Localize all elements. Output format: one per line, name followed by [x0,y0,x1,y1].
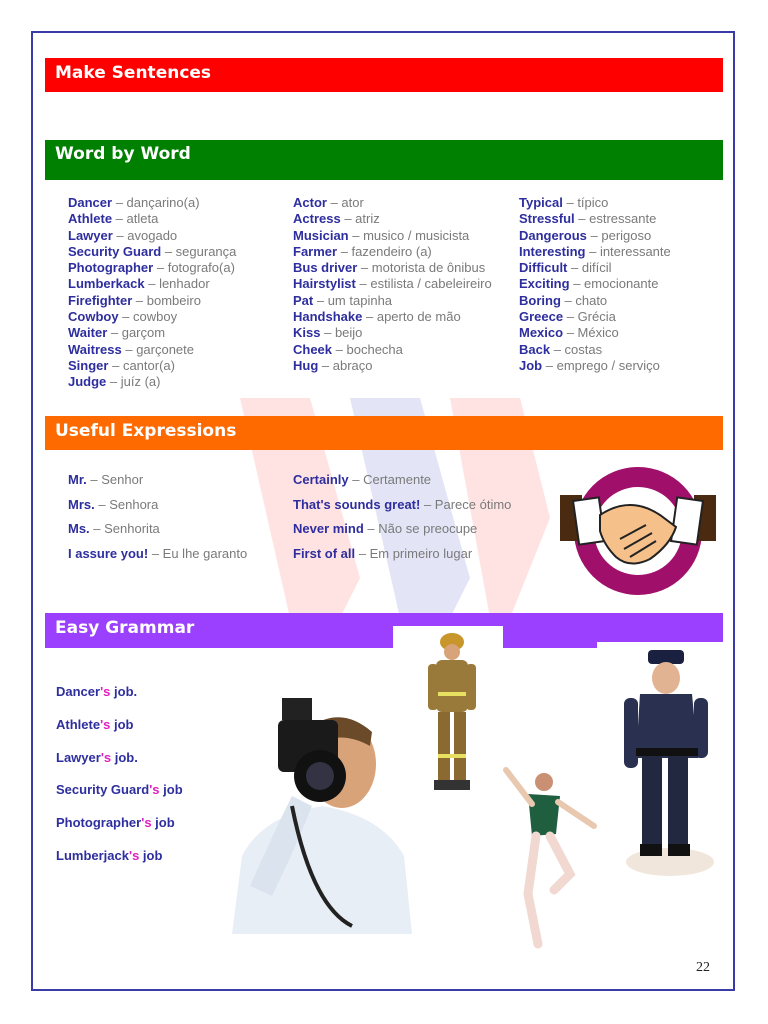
grammar-item [56,709,183,742]
vocab-term: Exciting [519,276,570,292]
vocab-dash: – [318,357,333,373]
vocab-translation: Senhor [101,472,144,487]
vocab-item [68,309,236,325]
vocab-term: That's sounds great! [293,496,421,512]
vocab-translation: ator [341,195,364,210]
vocab-translation: avogado [127,227,178,243]
vocab-translation: bombeiro [146,292,201,308]
vocab-dash: – [106,374,121,390]
vocab-term: Never mind [293,521,364,536]
vocab-translation: dançarino(a) [126,195,200,210]
vocab-dash: – [161,243,176,259]
grammar-possessive: 's [141,815,152,831]
vocab-translation: atleta [126,211,159,227]
vocab-item [68,293,236,309]
vocab-term: Ms. [68,521,90,536]
vocab-translation: chato [575,292,608,308]
vocab-translation: segurança [175,243,237,259]
grammar-rest: job [139,847,163,863]
vocab-dash: – [569,276,585,292]
vocab-item [293,228,492,244]
vocab-term: Difficult [519,260,568,276]
grammar-possessive: 's [100,749,112,765]
vocab-dash: – [132,292,147,308]
vocab-translation: Parece ótimo [434,496,512,512]
vocab-term: Hug [293,357,319,373]
vocab-term: Greece [519,309,564,325]
vocab-term: Handshake [293,309,363,325]
vocab-term: I assure you! [68,545,149,561]
grammar-noun: Athlete [56,716,101,732]
vocab-translation: interessante [599,243,671,259]
easy-grammar-header: Easy Grammar [45,613,723,648]
firefighter-photo [414,630,486,798]
vocab-term: Farmer [293,243,338,259]
vocab-term: Athlete [68,211,113,227]
vocab-dash: – [562,195,578,210]
vocab-term: Judge [68,374,107,390]
vocab-dash: – [112,211,127,227]
vocab-term: Pat [293,292,314,308]
vocab-dash: – [112,195,127,210]
grammar-rest: job [159,782,183,798]
vocab-dash: – [560,292,576,308]
vocab-item [519,325,671,341]
vocab-translation: cantor(a) [122,357,175,373]
vocab-item [293,195,492,211]
police-officer-photo [612,648,722,888]
grammar-possessive: 's [149,782,160,798]
vocab-column-2 [293,195,492,374]
vocab-translation: difícil [581,260,612,276]
vocab-translation: México [577,325,619,341]
vocab-translation: típico [577,195,609,210]
vocab-translation: abraço [332,357,373,373]
grammar-noun: Lawyer [56,749,101,765]
vocab-item [68,276,236,292]
vocab-dash: – [326,195,342,210]
vocab-dash: – [94,496,110,512]
vocab-item [293,468,511,493]
handshake-icon [560,465,716,597]
vocab-item [293,276,492,292]
vocab-translation: lenhador [159,276,210,292]
vocab-item [68,244,236,260]
vocab-term: Waiter [68,325,108,341]
ballet-dancer-photo [498,764,600,954]
vocab-term: Stressful [519,211,575,227]
vocab-term: Dangerous [519,227,587,243]
vocab-dash: – [337,243,352,259]
vocab-translation: emprego / serviço [556,357,660,373]
vocab-term: Kiss [293,325,321,341]
grammar-rest: job. [111,749,138,765]
vocab-term: Typical [519,195,563,210]
vocab-item [519,244,671,260]
vocab-item [293,325,492,341]
expressions-column-1 [68,468,247,566]
vocab-item [519,293,671,309]
grammar-rest: job [110,716,134,732]
grammar-noun: Dancer [56,684,101,699]
vocab-translation: bochecha [346,341,403,357]
vocab-item [68,468,247,493]
grammar-list [56,676,183,873]
vocab-term: Mr. [68,472,87,487]
vocab-translation: perigoso [601,227,652,243]
vocab-item [293,493,511,518]
vocab-dash: – [574,211,590,227]
vocab-dash: – [118,309,134,325]
vocab-item [519,228,671,244]
vocab-translation: juíz (a) [120,374,161,390]
make-sentences-header: Make Sentences [45,58,723,92]
vocab-item [519,342,671,358]
vocab-dash: – [362,309,377,325]
vocab-item [293,542,511,567]
vocab-translation: um tapinha [327,292,393,308]
vocab-item [68,517,247,542]
vocab-item [293,211,492,227]
vocab-translation: costas [564,341,603,357]
vocab-translation: musico / musicista [363,227,470,243]
grammar-item [56,807,183,840]
vocab-item [519,276,671,292]
vocab-item [519,195,671,211]
vocab-dash: – [121,341,137,357]
vocab-column-3 [519,195,671,374]
grammar-rest: job. [110,684,138,699]
vocab-term: First of all [293,545,356,561]
vocab-dash: – [355,545,370,561]
vocab-translation: motorista de ônibus [371,260,486,276]
vocab-translation: atriz [355,211,380,227]
vocab-item [68,325,236,341]
vocab-translation: Não se preocupe [378,521,478,536]
vocab-dash: – [108,357,123,373]
vocab-dash: – [332,341,347,357]
vocab-dash: – [313,292,328,308]
vocab-dash: – [148,545,163,561]
vocab-item [68,374,236,390]
vocab-translation: Certamente [363,472,432,487]
vocab-dash: – [550,341,565,357]
vocab-translation: fazendeiro (a) [351,243,432,259]
vocab-term: Security Guard [68,243,162,259]
vocab-item [68,260,236,276]
vocab-item [68,542,247,567]
vocab-translation: beijo [334,325,363,341]
vocab-dash: – [586,227,602,243]
vocab-term: Mexico [519,325,564,341]
vocab-term: Dancer [68,195,113,210]
vocab-item [293,517,511,542]
vocab-item [68,195,236,211]
vocab-dash: – [567,260,582,276]
vocab-term: Job [519,357,543,373]
vocab-item [68,493,247,518]
vocab-dash: – [357,260,372,276]
vocab-item [519,211,671,227]
vocab-dash: – [348,227,364,243]
vocab-translation: emocionante [584,276,659,292]
vocab-dash: – [89,521,105,536]
vocab-dash: – [585,243,600,259]
grammar-noun: Lumberjack [56,847,129,863]
vocab-dash: – [107,325,122,341]
vocab-term: Singer [68,357,109,373]
vocab-term: Boring [519,292,561,308]
vocab-translation: Senhora [109,496,159,512]
vocab-term: Lawyer [68,227,113,243]
grammar-possessive: 's [128,847,140,863]
vocab-dash: – [542,357,557,373]
vocab-term: Hairstylist [293,276,356,292]
vocab-item [293,358,492,374]
vocab-term: Lumberkack [68,276,145,292]
grammar-item [56,840,183,873]
vocab-translation: garçonete [136,341,195,357]
vocab-dash: – [153,260,168,276]
vocab-translation: Eu lhe garanto [162,545,248,561]
vocab-dash: – [563,325,578,341]
vocab-item [519,358,671,374]
vocab-translation: fotografo(a) [167,260,235,276]
vocab-term: Bus driver [293,260,358,276]
vocab-item [68,228,236,244]
grammar-possessive: 's [100,684,111,699]
vocab-translation: estilista / cabeleireiro [370,276,492,292]
vocab-item [68,211,236,227]
vocab-term: Interesting [519,243,586,259]
vocab-item [293,309,492,325]
grammar-rest: job [151,815,175,831]
grammar-possessive: 's [100,716,111,732]
vocab-item [519,260,671,276]
photographer-photo [232,686,412,934]
vocab-item [293,293,492,309]
word-by-word-header: Word by Word [45,140,723,180]
vocab-item [68,358,236,374]
vocab-dash: – [144,276,160,292]
vocab-dash: – [86,472,102,487]
vocab-term: Back [519,341,551,357]
vocab-translation: garçom [121,325,166,341]
vocab-dash: – [355,276,371,292]
vocab-item [293,342,492,358]
grammar-noun: Photographer [56,815,142,831]
vocab-item [293,244,492,260]
vocab-column-1 [68,195,236,391]
vocab-term: Certainly [293,472,349,487]
vocab-term: Actress [293,211,341,227]
useful-expressions-header: Useful Expressions [45,416,723,450]
vocab-term: Waitress [68,341,122,357]
grammar-item [56,742,183,775]
vocab-translation: Em primeiro lugar [369,545,473,561]
vocab-dash: – [320,325,335,341]
vocab-dash: – [563,309,578,325]
expressions-column-2 [293,468,511,566]
vocab-translation: aperto de mão [376,309,461,325]
vocab-dash: – [340,211,356,227]
vocab-term: Cowboy [68,309,119,325]
grammar-noun: Security Guard [56,782,150,798]
vocab-dash: – [420,496,435,512]
vocab-term: Mrs. [68,496,95,512]
vocab-translation: Grécia [577,309,616,325]
vocab-dash: – [363,521,379,536]
vocab-dash: – [348,472,364,487]
vocab-dash: – [112,227,128,243]
vocab-translation: cowboy [133,309,178,325]
vocab-translation: Senhorita [104,521,160,536]
grammar-item [56,676,183,709]
grammar-item [56,774,183,807]
page-number: 22 [696,960,710,975]
vocab-item [519,309,671,325]
vocab-term: Photographer [68,260,154,276]
vocab-translation: estressante [589,211,657,227]
vocab-term: Cheek [293,341,333,357]
vocab-term: Firefighter [68,292,133,308]
vocab-term: Actor [293,195,327,210]
vocab-item [68,342,236,358]
vocab-term: Musician [293,227,349,243]
vocab-item [293,260,492,276]
